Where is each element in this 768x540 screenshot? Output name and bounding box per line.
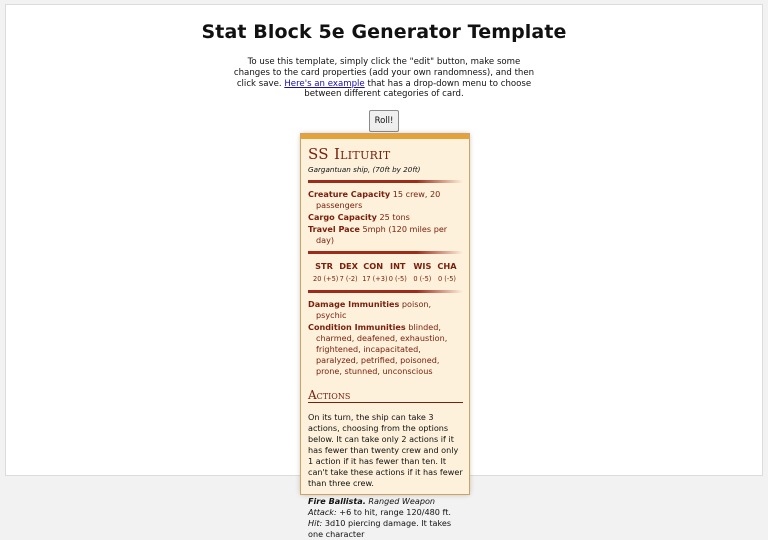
- intro-text-after: that has a drop-down menu to choose between different categories of card.: [304, 78, 532, 100]
- intro-paragraph: [230, 57, 538, 100]
- property-value: blinded, charmed, deafened, exhaustion, frightened, incapacitated, paralyzed, petrified, poisoned, prone, stunned, unconscious: [316, 322, 448, 376]
- property-label: Travel Pace: [308, 224, 360, 234]
- ability-name: WIS: [413, 261, 432, 271]
- property-value: 25 tons: [379, 212, 410, 222]
- action-fire-ballista: [308, 496, 463, 540]
- ability-name: INT: [390, 261, 406, 271]
- creature-name: SS Iliturit: [308, 145, 391, 163]
- property-creature-capacity: [308, 189, 463, 211]
- tapered-rule: [308, 180, 463, 183]
- actions-intro: On its turn, the ship can take 3 actions, choosing from the options below. It can take only 2 actions if it has fewer than twenty crew and only 1 action if it has fewer than ten. It can't take these actions if it has fewer than three crew.: [308, 412, 463, 488]
- ability-str: [313, 261, 339, 285]
- ability-name: STR: [315, 261, 333, 271]
- stat-block-card: [301, 134, 469, 539]
- ability-con: [362, 261, 388, 285]
- ability-score: 7 (-2): [339, 275, 358, 283]
- example-link[interactable]: Here's an example: [284, 78, 365, 89]
- property-value: 15 crew, 20 passengers: [316, 189, 441, 210]
- ability-int: [387, 261, 409, 285]
- roll-button[interactable]: Roll!: [369, 110, 400, 132]
- property-condition-immunities: [308, 322, 463, 377]
- property-travel-pace: [308, 224, 463, 246]
- page-title: Stat Block 5e Generator Template: [201, 21, 567, 43]
- property-label: Damage Immunities: [308, 299, 400, 309]
- tapered-rule: [308, 290, 463, 293]
- action-name: Fire Ballista.: [308, 496, 366, 506]
- ability-scores: [308, 260, 463, 285]
- action-text-1: +6 to hit, range 120/480 ft.: [336, 507, 451, 517]
- action-text-2: 3d10 piercing damage. It takes one character: [308, 518, 452, 539]
- property-label: Creature Capacity: [308, 189, 391, 199]
- page-container: [5, 4, 763, 539]
- actions-heading: Actions: [308, 390, 463, 403]
- property-label: Cargo Capacity: [308, 212, 377, 222]
- ability-cha: [436, 261, 458, 285]
- action-hit-label: Hit:: [308, 518, 323, 528]
- property-label: Condition Immunities: [308, 322, 406, 332]
- roll-wrap: [6, 108, 762, 132]
- property-value: 5mph (120 miles per day): [316, 224, 448, 245]
- action-attack-type: Ranged Weapon Attack:: [308, 496, 436, 517]
- ability-score: 20 (+5): [313, 275, 339, 283]
- ability-score: 0 (-5): [388, 275, 407, 283]
- ability-score: 17 (+3): [362, 275, 388, 283]
- ability-score: 0 (-5): [413, 275, 432, 283]
- property-damage-immunities: [308, 299, 463, 321]
- ability-name: DEX: [339, 261, 358, 271]
- ability-wis: [411, 261, 433, 285]
- ability-dex: [338, 261, 360, 285]
- ability-name: CHA: [437, 261, 457, 271]
- property-cargo-capacity: [308, 212, 463, 223]
- tapered-rule: [308, 251, 463, 254]
- intro-text: To use this template, simply click the "edit" button, make some changes to the card properties (add your own randomness), and then click save.: [233, 57, 535, 89]
- creature-subtitle: Gargantuan ship, (70ft by 20ft): [308, 165, 421, 174]
- ability-score: 0 (-5): [437, 275, 456, 283]
- property-value: poison, psychic: [316, 299, 432, 320]
- ability-name: CON: [363, 261, 384, 271]
